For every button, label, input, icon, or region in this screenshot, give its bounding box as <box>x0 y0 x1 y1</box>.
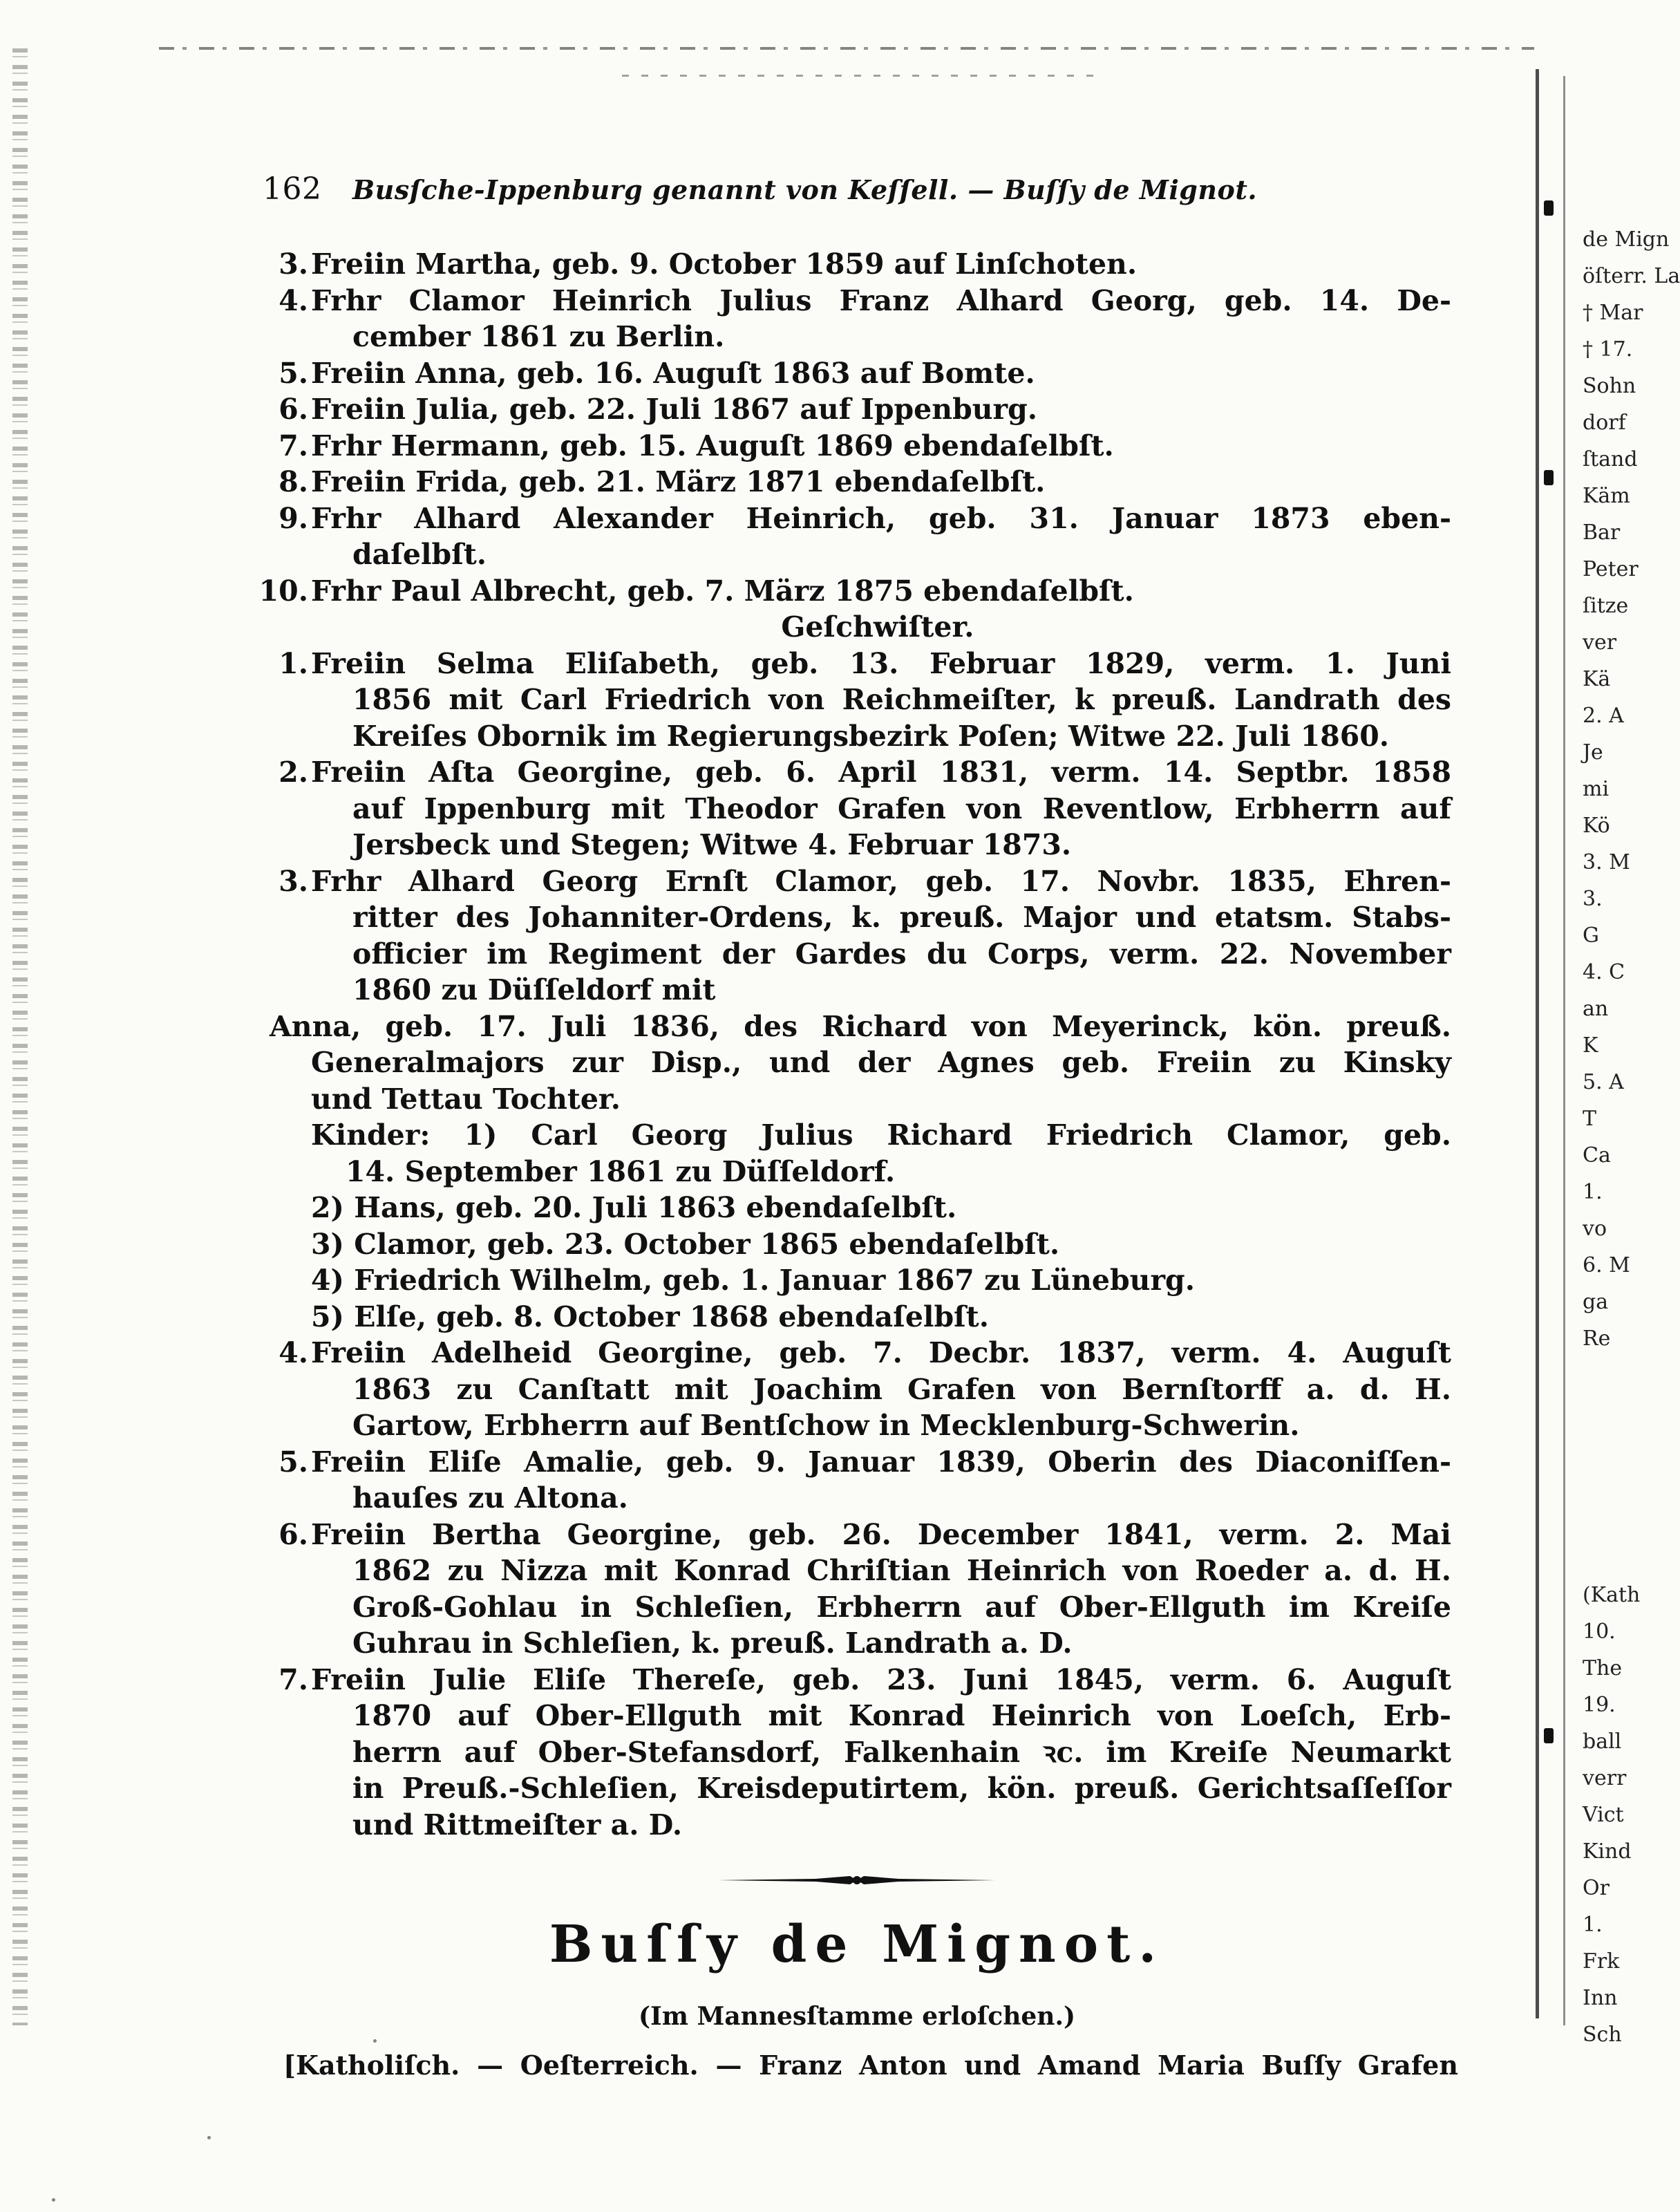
adjacent-page-fragment: 4. C <box>1583 960 1625 984</box>
entry-line: Gartow, Erbherrn auf Bentſchow in Mecklenburg-Schwerin. <box>352 1409 1300 1442</box>
scan-top-rule-2 <box>622 75 1106 77</box>
entry-line: 1862 zu Nizza mit Konrad Chriſtian Heinrich von Roeder a. d. H. <box>352 1554 1451 1587</box>
scan-speck <box>52 2198 55 2202</box>
entries <box>258 246 1451 1843</box>
adjacent-page-fragment: ver <box>1583 630 1617 655</box>
adjacent-page-fragment: 1. <box>1583 1180 1603 1204</box>
siblings-heading: Geſchwiſter. <box>781 610 974 644</box>
entry-line: Anna, geb. 17. Juli 1836, des Richard von Meyerinck, kön. preuß. <box>270 1009 1451 1043</box>
adjacent-page-fragment: The <box>1583 1656 1623 1680</box>
kinder-entry <box>263 1117 1451 1190</box>
entry-line: Kinder: 1) Carl Georg Julius Richard Friedrich Clamor, geb. <box>311 1118 1451 1152</box>
entry-line: Frhr Paul Albrecht, geb. 7. März 1875 ebendaſelbſt. <box>311 574 1134 608</box>
list-item <box>263 355 1451 392</box>
adjacent-page-fragment: ga <box>1583 1290 1609 1314</box>
entry-number: 7. <box>279 429 308 462</box>
entry-number: 5. <box>279 356 308 390</box>
entry-line: Frhr Clamor Heinrich Julius Franz Alhard Georg, geb. 14. De- <box>311 283 1451 317</box>
adjacent-page-fragment: 1. <box>1583 1913 1603 1937</box>
child-item: 3) Clamor, geb. 23. October 1865 ebendaſelbſt. <box>311 1227 1060 1261</box>
gutter-mark <box>1544 200 1554 216</box>
entry-line: Freiin Julie Eliſe Thereſe, geb. 23. Juni 1845, verm. 6. Auguſt <box>311 1662 1451 1696</box>
child-item: 2) Hans, geb. 20. Juli 1863 ebendaſelbſt. <box>311 1191 957 1224</box>
entry-line: 1863 zu Canſtatt mit Joachim Grafen von Bernſtorff a. d. H. <box>352 1372 1451 1406</box>
entry-number: 7. <box>279 1662 308 1696</box>
adjacent-page-fragment: Peter <box>1583 557 1639 581</box>
adjacent-page-fragment: (Kath <box>1583 1583 1641 1607</box>
adjacent-page-fragment: † 17. <box>1583 337 1633 362</box>
spouse-entry <box>263 1009 1451 1118</box>
entry-line: Groß-Gohlau in Schleſien, Erbherrn auf Ober-Ellguth im Kreiſe <box>352 1590 1451 1624</box>
list-item <box>263 863 1451 1009</box>
adjacent-page-fragment: Bar <box>1583 521 1621 545</box>
adjacent-page-fragment: T <box>1583 1107 1597 1131</box>
adjacent-page-fragment: K <box>1583 1033 1598 1058</box>
running-head <box>263 171 1451 213</box>
separator-ornament <box>719 1870 995 1891</box>
adjacent-page-fragment: Kind <box>1583 1839 1632 1864</box>
entry-number: 4. <box>279 1336 308 1369</box>
scan-speck <box>207 2136 211 2139</box>
entry-line: Frhr Hermann, geb. 15. Auguſt 1869 ebendaſelbſt. <box>311 429 1114 462</box>
entry-line: Frhr Alhard Alexander Heinrich, geb. 31. Januar 1873 eben- <box>311 501 1451 535</box>
list-item <box>263 1335 1451 1444</box>
gutter-mark <box>1544 470 1554 485</box>
gutter-line-2 <box>1563 76 1565 2025</box>
adjacent-page-fragment: ſitze <box>1583 594 1629 618</box>
entry-line: ritter des Johanniter-Ordens, k. preuß. Major und etatsm. Stabs- <box>352 901 1451 934</box>
adjacent-page-fragment: Vict <box>1583 1803 1624 1827</box>
list-item <box>263 754 1451 863</box>
adjacent-page-strip <box>1583 221 1680 2088</box>
entry-line: Freiin Martha, geb. 9. October 1859 auf Linſchoten. <box>311 247 1138 281</box>
entry-line: Freiin Julia, geb. 22. Juli 1867 auf Ippenburg. <box>311 393 1038 426</box>
adjacent-page-fragment: mi <box>1583 777 1610 801</box>
children-list <box>258 246 1451 609</box>
adjacent-page-fragment: vo <box>1583 1217 1607 1241</box>
entry-line: Freiin Anna, geb. 16. Auguſt 1863 auf Bomte. <box>311 356 1035 390</box>
kinder-list <box>263 1190 1451 1335</box>
entry-number: 10. <box>258 574 308 608</box>
adjacent-page-fragment: Je <box>1583 740 1603 765</box>
adjacent-page-fragment: ſtand <box>1583 447 1638 471</box>
entry-line: 1856 mit Carl Friedrich von Reichmeiſter, k preuß. Landrath des <box>352 683 1451 716</box>
family-title: Buſſy de Mignot. <box>549 1915 1165 1974</box>
entry-line: Freiin Adelheid Georgine, geb. 7. Decbr. 1837, verm. 4. Auguſt <box>311 1336 1451 1369</box>
entry-line: Freiin Frida, geb. 21. März 1871 ebendaſelbſt. <box>311 465 1046 498</box>
family-subtitle: (Im Mannesſtamme erloſchen.) <box>638 2002 1076 2031</box>
entry-line: und Tettau Tochter. <box>311 1082 621 1116</box>
entry-line: und Rittmeiſter a. D. <box>352 1808 683 1841</box>
entry-line: hauſes zu Altona. <box>352 1481 628 1515</box>
entry-line: auf Ippenburg mit Theodor Grafen von Reventlow, Erbherrn auf <box>352 791 1451 825</box>
adjacent-page-fragment: G <box>1583 924 1599 948</box>
adjacent-page-fragment: Frk <box>1583 1949 1620 1974</box>
entry-line: in Preuß.-Schleſien, Kreisdeputirtem, kön. preuß. Gerichtsaſſeſſor <box>352 1772 1451 1805</box>
adjacent-page-fragment: Ca <box>1583 1143 1611 1168</box>
entry-line: Freiin Eliſe Amalie, geb. 9. Januar 1839, Oberin des Diaconiſſen- <box>311 1445 1451 1479</box>
adjacent-page-fragment: Sohn <box>1583 374 1636 398</box>
siblings-list <box>263 646 1451 1009</box>
list-item <box>263 646 1451 755</box>
list-item <box>263 391 1451 428</box>
adjacent-page-fragment: Re <box>1583 1327 1611 1351</box>
gutter-mark <box>1544 1728 1554 1743</box>
adjacent-page-fragment <box>1583 1357 1659 1394</box>
scan-speck <box>373 2039 377 2043</box>
scan-left-edge <box>12 48 28 2025</box>
entry-number: 5. <box>279 1445 308 1479</box>
entry-line: cember 1861 zu Berlin. <box>352 320 725 353</box>
entry-number: 2. <box>279 756 308 789</box>
running-title: Busſche-Ippenburg genannt von Keſſell. — Buſſy de Mignot. <box>352 174 1258 205</box>
book-page <box>258 171 1451 1843</box>
entry-line: 1870 auf Ober-Ellguth mit Konrad Heinrich von Loeſch, Erb- <box>352 1699 1451 1732</box>
entry-line: Guhrau in Schleſien, k. preuß. Landrath a. D. <box>352 1627 1073 1660</box>
entry-line: Kreiſes Obornik im Regierungsbezirk Poſen; Witwe 22. Juli 1860. <box>352 719 1390 753</box>
adjacent-page-fragment: Inn <box>1583 1986 1618 2010</box>
entry-number: 3. <box>279 864 308 898</box>
entry-line: Frhr Alhard Georg Ernſt Clamor, geb. 17. Novbr. 1835, Ehren- <box>311 864 1451 898</box>
adjacent-page-fragment: de Mign <box>1583 227 1670 252</box>
adjacent-page-fragment: Kä <box>1583 667 1611 691</box>
adjacent-page-fragment: ball <box>1583 1730 1622 1754</box>
adjacent-page-fragment: Sch <box>1583 2023 1622 2047</box>
adjacent-page-fragment: Kö <box>1583 814 1610 838</box>
list-item <box>263 246 1451 283</box>
entry-number: 6. <box>279 393 308 426</box>
adjacent-page-fragment: 19. <box>1583 1693 1616 1717</box>
list-item <box>263 464 1451 500</box>
entry-line: Generalmajors zur Disp., und der Agnes geb. Freiin zu Kinsky <box>311 1046 1451 1079</box>
entry-number: 4. <box>279 283 308 317</box>
adjacent-page-fragment: † Mar <box>1583 301 1643 325</box>
adjacent-page-fragment <box>1583 1430 1659 1467</box>
entry-line: Freiin Selma Eliſabeth, geb. 13. Februar 1829, verm. 1. Juni <box>311 646 1451 680</box>
child-item: 4) Friedrich Wilhelm, geb. 1. Januar 1867 zu Lüneburg. <box>311 1264 1195 1297</box>
entry-number: 3. <box>279 247 308 281</box>
siblings-list-continued <box>263 1335 1451 1843</box>
list-item <box>263 283 1451 355</box>
entry-number: 6. <box>279 1517 308 1551</box>
adjacent-page-fragment: 3. <box>1583 887 1603 911</box>
adjacent-page-fragment: 10. <box>1583 1620 1616 1644</box>
adjacent-page-fragment: 3. M <box>1583 850 1630 874</box>
adjacent-page-fragment: öſterr. La <box>1583 264 1680 288</box>
list-item <box>263 1444 1451 1517</box>
entry-line: Freiin Bertha Georgine, geb. 26. December 1841, verm. 2. Mai <box>311 1517 1451 1551</box>
family-first-line: [Katholiſch. — Oeſterreich. — Franz Anton und Amand Maria Buſſy Grafen <box>283 2050 1458 2081</box>
list-item <box>258 573 1451 610</box>
entry-line: officier im Regiment der Gardes du Corps, verm. 22. November <box>352 937 1451 971</box>
adjacent-page-fragment <box>1583 1540 1659 1577</box>
entry-line: 14. September 1861 zu Düſſeldorf. <box>346 1154 896 1188</box>
list-item <box>263 1517 1451 1662</box>
entry-number: 9. <box>279 501 308 535</box>
entry-line: herrn auf Ober-Stefansdorf, Falkenhain ꝛc. im Kreiſe Neumarkt <box>352 1735 1451 1769</box>
adjacent-page-fragment <box>1583 1394 1659 1430</box>
list-item <box>263 500 1451 573</box>
adjacent-page-fragment: 5. A <box>1583 1070 1624 1094</box>
adjacent-page-fragment: dorf <box>1583 411 1626 435</box>
adjacent-page-fragment: 2. A <box>1583 704 1624 728</box>
adjacent-page-fragment: Käm <box>1583 484 1630 508</box>
adjacent-page-fragment <box>1583 1503 1659 1540</box>
entry-line: daſelbſt. <box>352 538 487 571</box>
entry-line: Freiin Aſta Georgine, geb. 6. April 1831, verm. 14. Septbr. 1858 <box>311 756 1451 789</box>
adjacent-page-fragment: an <box>1583 997 1609 1021</box>
scan-top-rule <box>159 47 1534 50</box>
entry-line: Jersbeck und Stegen; Witwe 4. Februar 1873. <box>352 828 1072 861</box>
entry-number: 1. <box>279 646 308 680</box>
page-number: 162 <box>263 171 322 207</box>
adjacent-page-fragment: 6. M <box>1583 1253 1630 1277</box>
child-item: 5) Elſe, geb. 8. October 1868 ebendaſelbſt. <box>311 1300 990 1333</box>
adjacent-page-fragment <box>1583 1467 1659 1503</box>
entry-number: 8. <box>279 465 308 498</box>
entry-line: 1860 zu Düſſeldorf mit <box>352 973 716 1006</box>
gutter-line <box>1536 69 1539 2018</box>
adjacent-page-fragment: Or <box>1583 1876 1610 1900</box>
list-item <box>263 428 1451 465</box>
adjacent-page-fragment: verr <box>1583 1766 1627 1790</box>
list-item <box>263 1662 1451 1844</box>
